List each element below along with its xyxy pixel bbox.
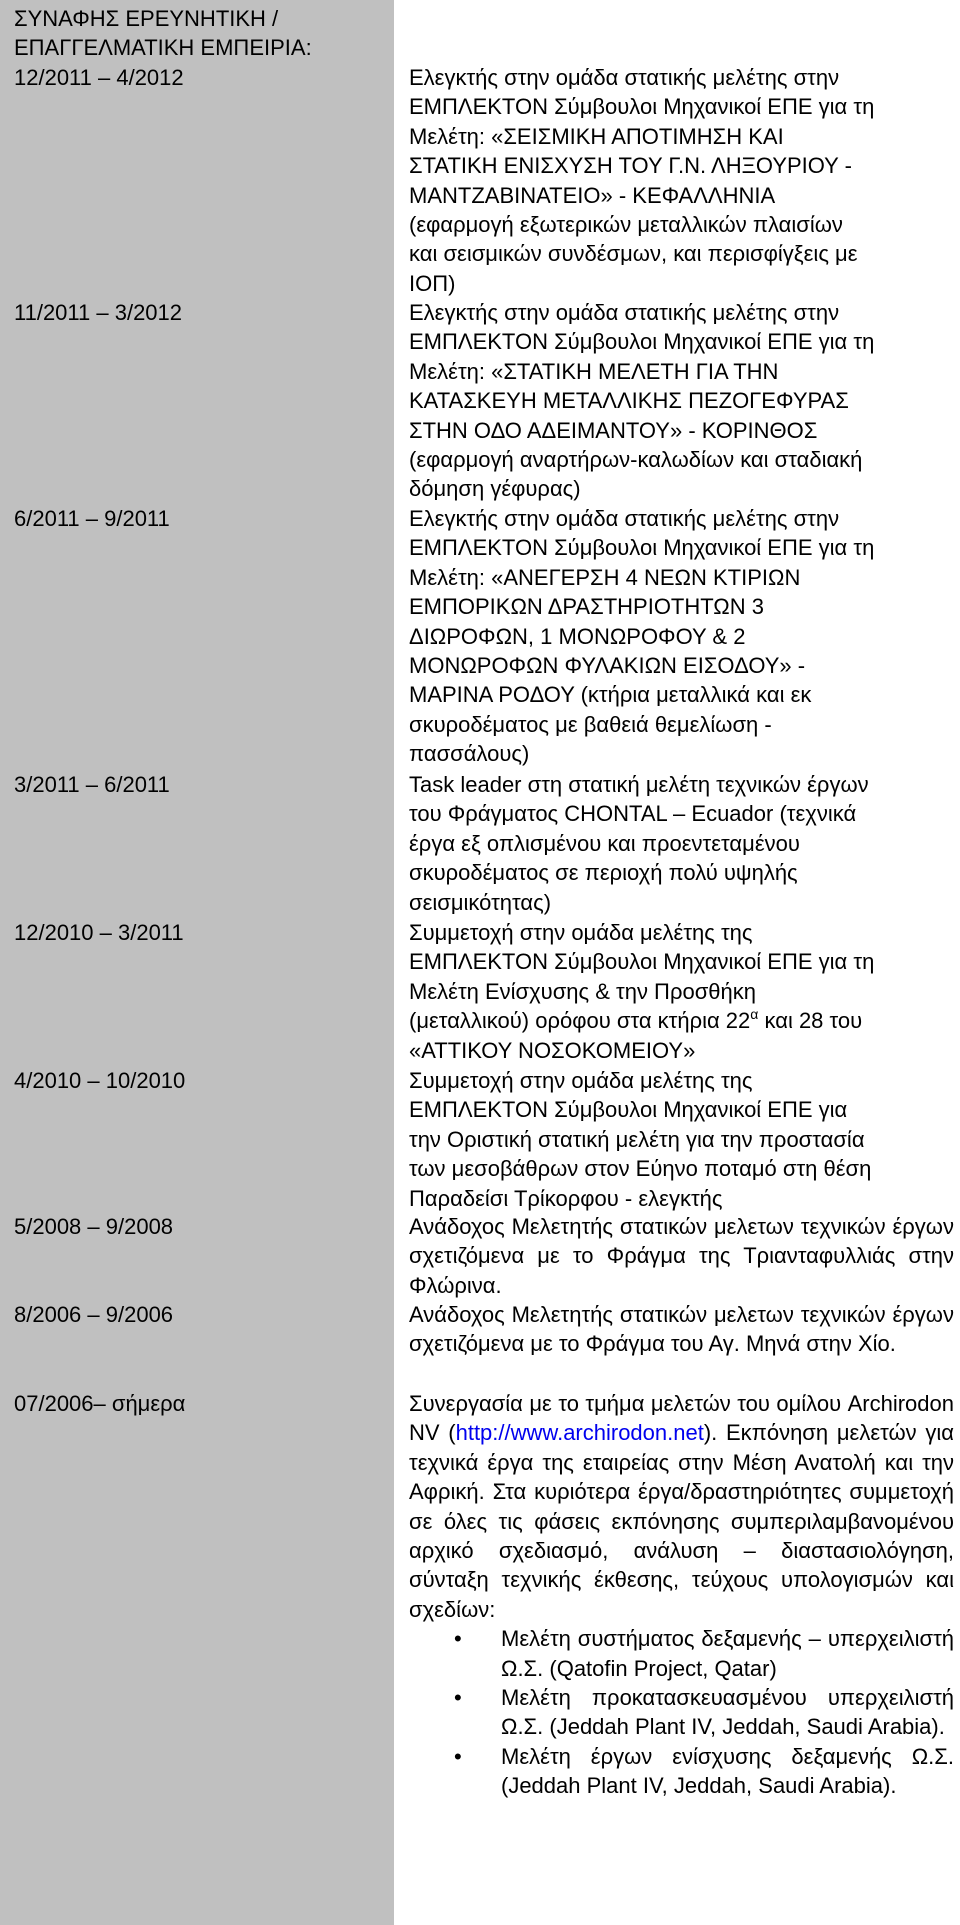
- bullet-icon: •: [454, 1743, 462, 1769]
- description-line: ΙΟΠ): [409, 270, 456, 296]
- description-line: σκυροδέματος με βαθειά θεμελίωση -: [409, 711, 772, 737]
- entry-description: [409, 1066, 954, 1213]
- entry-description: [409, 504, 954, 769]
- bullet-icon: •: [454, 1626, 462, 1652]
- date-column-background: [0, 0, 394, 1925]
- description-line: ΜΑΝΤΖΑΒΙΝΑΤΕΙΟ» - ΚΕΦΑΛΛΗΝΙΑ: [409, 182, 776, 208]
- description-text: Συνεργασία με το τμήμα μελετών του ομίλου Archirodon NV (: [409, 1391, 954, 1446]
- description-line: Ελεγκτής στην ομάδα στατικής μελέτης στην: [409, 65, 840, 90]
- archirodon-link[interactable]: http://www.archirodon.net: [455, 1420, 704, 1446]
- entry-date: 8/2006 – 9/2006: [14, 1302, 174, 1327]
- entry-date: 3/2011 – 6/2011: [14, 772, 170, 797]
- description-line: σκυροδέματος σε περιοχή πολύ υψηλής: [409, 860, 798, 886]
- description-line: Μελέτη Ενίσχυσης & την Προσθήκη: [409, 978, 756, 1004]
- entry-description: [409, 918, 954, 1065]
- list-item: [409, 1742, 954, 1801]
- list-item-text: Μελέτη προκατασκευασμένου υπερχειλιστή Ω.Σ. (Jeddah Plant IV, Jeddah, Saudi Arabia).: [501, 1685, 954, 1740]
- description-line: δόμηση γέφυρας): [409, 476, 581, 502]
- entry-date: 4/2010 – 10/2010: [14, 1068, 186, 1093]
- description-text: και 28 του: [758, 1008, 863, 1034]
- description-line: ΚΑΤΑΣΚΕΥΗ ΜΕΤΑΛΛΙΚΗΣ ΠΕΖΟΓΕΦΥΡΑΣ: [409, 388, 849, 414]
- description-line: Μελέτη: «ΑΝΕΓΕΡΣΗ 4 ΝΕΩΝ ΚΤΙΡΙΩΝ: [409, 564, 801, 590]
- description-line: ΕΜΠΛΕΚΤΟΝ Σύμβουλοι Μηχανικοί ΕΠΕ για: [409, 1097, 848, 1123]
- description-line: Task leader στη στατική μελέτη τεχνικών έργων: [409, 772, 869, 797]
- description-line: έργα εξ οπλισμένου και προεντεταμένου: [409, 830, 800, 856]
- list-item: [409, 1624, 954, 1683]
- description-line: την Οριστική στατική μελέτη για την προστασία: [409, 1126, 865, 1152]
- description-line: ΕΜΠΟΡΙΚΩΝ ΔΡΑΣΤΗΡΙΟΤΗΤΩΝ 3: [409, 594, 764, 620]
- description-line: Ελεγκτής στην ομάδα στατικής μελέτης στην: [409, 506, 840, 531]
- list-item-text: Μελέτη συστήματος δεξαμενής – υπερχειλιστή Ω.Σ. (Qatofin Project, Qatar): [501, 1626, 954, 1681]
- section-title-line: ΣΥΝΑΦΗΣ ΕΡΕΥΝΗΤΙΚΗ /: [14, 6, 279, 31]
- project-bullet-list: [409, 1624, 954, 1800]
- description-line: «ΑΤΤΙΚΟΥ ΝΟΣΟΚΟΜΕΙΟΥ»: [409, 1037, 696, 1063]
- entry-date: 11/2011 – 3/2012: [14, 300, 183, 325]
- description-line: σεισμικότητας): [409, 889, 552, 915]
- description-line: [409, 1006, 954, 1035]
- description-line: Συμμετοχή στην ομάδα μελέτης της: [409, 920, 753, 945]
- list-item: [409, 1683, 954, 1742]
- entry-description: [409, 298, 954, 504]
- bullet-icon: •: [454, 1685, 462, 1711]
- entry-date: 12/2010 – 3/2011: [14, 920, 184, 945]
- ordinal-superscript: α: [750, 1006, 759, 1023]
- description-line: ΜΑΡΙΝΑ ΡΟΔΟΥ (κτήρια μεταλλικά και εκ: [409, 682, 812, 708]
- section-title-line: ΕΠΑΓΓΕΛΜΑΤΙΚΗ ΕΜΠΕΙΡΙΑ:: [14, 35, 312, 60]
- entry-description: [409, 63, 954, 298]
- entry-date: 6/2011 – 9/2011: [14, 506, 170, 531]
- description-line: (εφαρμογή αναρτήρων-καλωδίων και σταδιακή: [409, 447, 863, 473]
- description-line: Παραδείσι Τρίκορφου - ελεγκτής: [409, 1185, 723, 1211]
- entry-date: 5/2008 – 9/2008: [14, 1214, 174, 1239]
- description-line: ΣΤΑΤΙΚΗ ΕΝΙΣΧΥΣΗ ΤΟΥ Γ.Ν. ΛΗΞΟΥΡΙΟΥ -: [409, 153, 852, 179]
- entry-description: [409, 770, 954, 917]
- description-line: (εφαρμογή εξωτερικών μεταλλικών πλαισίων: [409, 212, 843, 238]
- description-line: ΕΜΠΛΕΚΤΟΝ Σύμβουλοι Μηχανικοί ΕΠΕ για τη: [409, 949, 875, 975]
- description-text: (μεταλλικού) ορόφου στα κτήρια 22: [409, 1008, 751, 1034]
- description-line: και σεισμικών συνδέσμων, και περισφίγξεις με: [409, 241, 858, 267]
- section-title: [14, 4, 384, 62]
- entry-date: 07/2006– σήμερα: [14, 1391, 186, 1416]
- description-line: πασσάλους): [409, 741, 530, 767]
- description-line: ΕΜΠΛΕΚΤΟΝ Σύμβουλοι Μηχανικοί ΕΠΕ για τη: [409, 94, 875, 120]
- description-line: του Φράγματος CHONTAL – Ecuador (τεχνικά: [409, 801, 857, 827]
- description-line: Ελεγκτής στην ομάδα στατικής μελέτης στην: [409, 300, 840, 325]
- description-line: ΕΜΠΛΕΚΤΟΝ Σύμβουλοι Μηχανικοί ΕΠΕ για τη: [409, 329, 875, 355]
- entry-date: 12/2011 – 4/2012: [14, 65, 184, 90]
- description-line: των μεσοβάθρων στον Εύηνο ποταμό στη θέση: [409, 1156, 872, 1182]
- entry-description: Ανάδοχος Μελετητής στατικών μελετων τεχνικών έργων σχετιζόμενα με το Φράγμα της Τριανταφυλλιάς στην Φλώρινα.: [409, 1214, 954, 1298]
- list-item-text: Μελέτη έργων ενίσχυσης δεξαμενής Ω.Σ. (Jeddah Plant IV, Jeddah, Saudi Arabia).: [501, 1743, 954, 1799]
- description-line: Μελέτη: «ΣΕΙΣΜΙΚΗ ΑΠΟΤΙΜΗΣΗ ΚΑΙ: [409, 123, 784, 149]
- description-line: ΜΟΝΩΡΟΦΩΝ ΦΥΛΑΚΙΩΝ ΕΙΣΟΔΟΥ» -: [409, 653, 806, 679]
- entry-description: [409, 1389, 954, 1801]
- description-line: ΕΜΠΛΕΚΤΟΝ Σύμβουλοι Μηχανικοί ΕΠΕ για τη: [409, 535, 875, 561]
- description-line: ΔΙΩΡΟΦΩΝ, 1 ΜΟΝΩΡΟΦΟΥ & 2: [409, 623, 746, 649]
- description-line: ΣΤΗΝ ΟΔΟ ΑΔΕΙΜΑΝΤΟΥ» - ΚΟΡΙΝΘΟΣ: [409, 417, 818, 443]
- description-paragraph: [409, 1389, 954, 1624]
- description-line: Μελέτη: «ΣΤΑΤΙΚΗ ΜΕΛΕΤΗ ΓΙΑ ΤΗΝ: [409, 358, 779, 384]
- entry-description: Ανάδοχος Μελετητής στατικών μελετων τεχνικών έργων σχετιζόμενα με το Φράγμα του Αγ. Μηνά στην Χίο.: [409, 1302, 954, 1357]
- description-text: ). Εκπόνηση μελετών για τεχνικά έργα της εταιρείας στην Μέση Ανατολή και την Αφρική. Στα κυριότερα έργα/δραστηριότητες συμμετοχή σε όλες τις φάσεις εκπόνησης συμπεριλαμβανομένου αρχικό σχεδιασμό, ανάλυση – διαστασιολόγηση, σύνταξη τεχνικής έκθεσης, τεύχους υπολογισμών και σχεδίων:: [409, 1420, 954, 1622]
- description-line: Συμμετοχή στην ομάδα μελέτης της: [409, 1068, 753, 1093]
